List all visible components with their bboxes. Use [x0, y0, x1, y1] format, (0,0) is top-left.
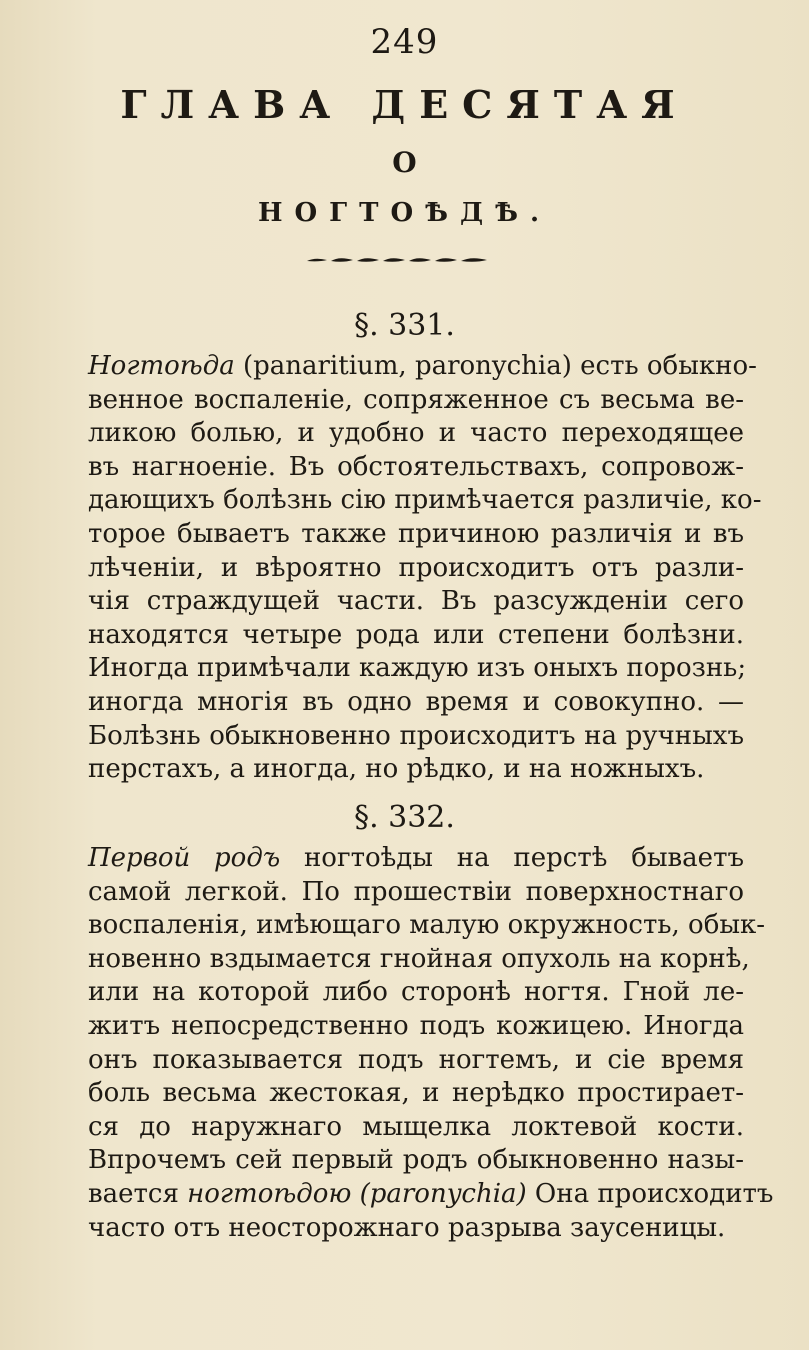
text-line — [88, 842, 744, 876]
text-line — [88, 1178, 774, 1212]
line-text: вается — [88, 1178, 188, 1209]
text-line — [88, 876, 744, 910]
line-text: ся до наружнаго мыщелка локтевой кости. — [88, 1111, 744, 1142]
line-text: дающихъ болѣзнь сію примѣчается различіе, ко- — [88, 485, 762, 516]
line-text: или на которой либо сторонѣ ногтя. Гной ле- — [88, 977, 744, 1008]
text-line — [88, 619, 744, 653]
line-text: Иногда примѣчали каждую изъ оныхъ порознь; — [88, 653, 747, 684]
line-text: Болѣзнь обыкновенно происходитъ на ручныхъ — [88, 720, 744, 751]
chapter-title: ГЛАВА ДЕСЯТАЯ — [120, 82, 689, 127]
line-text: ликою болью, и удобно и часто переходящее — [88, 418, 744, 449]
text-line — [88, 585, 744, 619]
text-line — [88, 943, 750, 977]
line-text: воспаленія, имѣющаго малую окружность, обык- — [88, 910, 766, 941]
text-line — [88, 720, 744, 754]
text-line — [88, 451, 744, 485]
text-line — [88, 1144, 744, 1178]
line-text: Впрочемъ сей первый родъ обыкновенно назы- — [88, 1145, 744, 1176]
line-text: боль весьма жестокая, и нерѣдко простирает- — [88, 1078, 744, 1109]
text-line — [88, 753, 744, 787]
text-line — [88, 417, 744, 451]
line-text: чія страждущей части. Въ разсужденіи сего — [88, 586, 744, 617]
line-text-tail: Она происходитъ — [526, 1178, 774, 1209]
text-line — [88, 1044, 744, 1078]
chapter-preposition: О — [392, 146, 417, 179]
line-text: венное воспаленіе, сопряженное съ весьма ве- — [88, 384, 744, 415]
italic-term: ногтоѣдою (paronychia) — [187, 1178, 527, 1209]
line-text: находятся четыре рода или степени болѣзни. — [88, 619, 744, 650]
text-line — [88, 1010, 744, 1044]
line-text: въ нагноеніе. Въ обстоятельствахъ, сопровож- — [88, 451, 744, 482]
line-text: онъ показывается подъ ногтемъ, и сіе время — [88, 1044, 744, 1075]
text-line — [88, 552, 744, 586]
line-text: самой легкой. По прошествіи поверхностнаго — [88, 876, 744, 907]
text-line — [88, 518, 744, 552]
text-line — [88, 384, 744, 418]
line-text: перстахъ, а иногда, но рѣдко, и на ножныхъ. — [88, 754, 705, 785]
italic-term: Первой родъ — [88, 843, 281, 873]
line-text: (panaritium, paronychia) есть обыкно- — [234, 351, 757, 381]
section-mark-331: §. 331. — [354, 308, 455, 343]
line-text: житъ непосредственно подъ кожицею. Иногда — [88, 1010, 744, 1041]
page-number: 249 — [370, 22, 439, 62]
line-text: часто отъ неосторожнаго разрыва заусеницы. — [88, 1212, 726, 1243]
text-line — [88, 1077, 744, 1111]
line-text: лѣченіи, и вѣроятно происходитъ отъ разли- — [88, 552, 744, 583]
text-line — [88, 686, 744, 720]
text-line — [88, 909, 766, 943]
line-text: ногтоѣды на перстѣ бываетъ — [280, 843, 744, 873]
line-text: торое бываетъ также причиною различія и въ — [88, 518, 744, 549]
text-line — [88, 652, 747, 686]
line-text: иногда многія въ одно время и совокупно. — — [88, 686, 744, 717]
section-332-paragraph — [88, 842, 774, 1245]
chapter-subject: НОГТОѢДѢ. — [257, 198, 552, 228]
italic-term: Ногтоѣда — [88, 351, 235, 381]
text-line — [88, 976, 744, 1010]
text-line — [88, 350, 757, 384]
text-line — [88, 1111, 744, 1145]
text-line — [88, 484, 762, 518]
ornament-divider — [305, 253, 489, 267]
text-line — [88, 1212, 744, 1246]
line-text: новенно вздымается гнойная опухоль на корнѣ, — [88, 943, 750, 974]
section-mark-332: §. 332. — [354, 800, 455, 835]
section-331-paragraph — [88, 350, 762, 787]
